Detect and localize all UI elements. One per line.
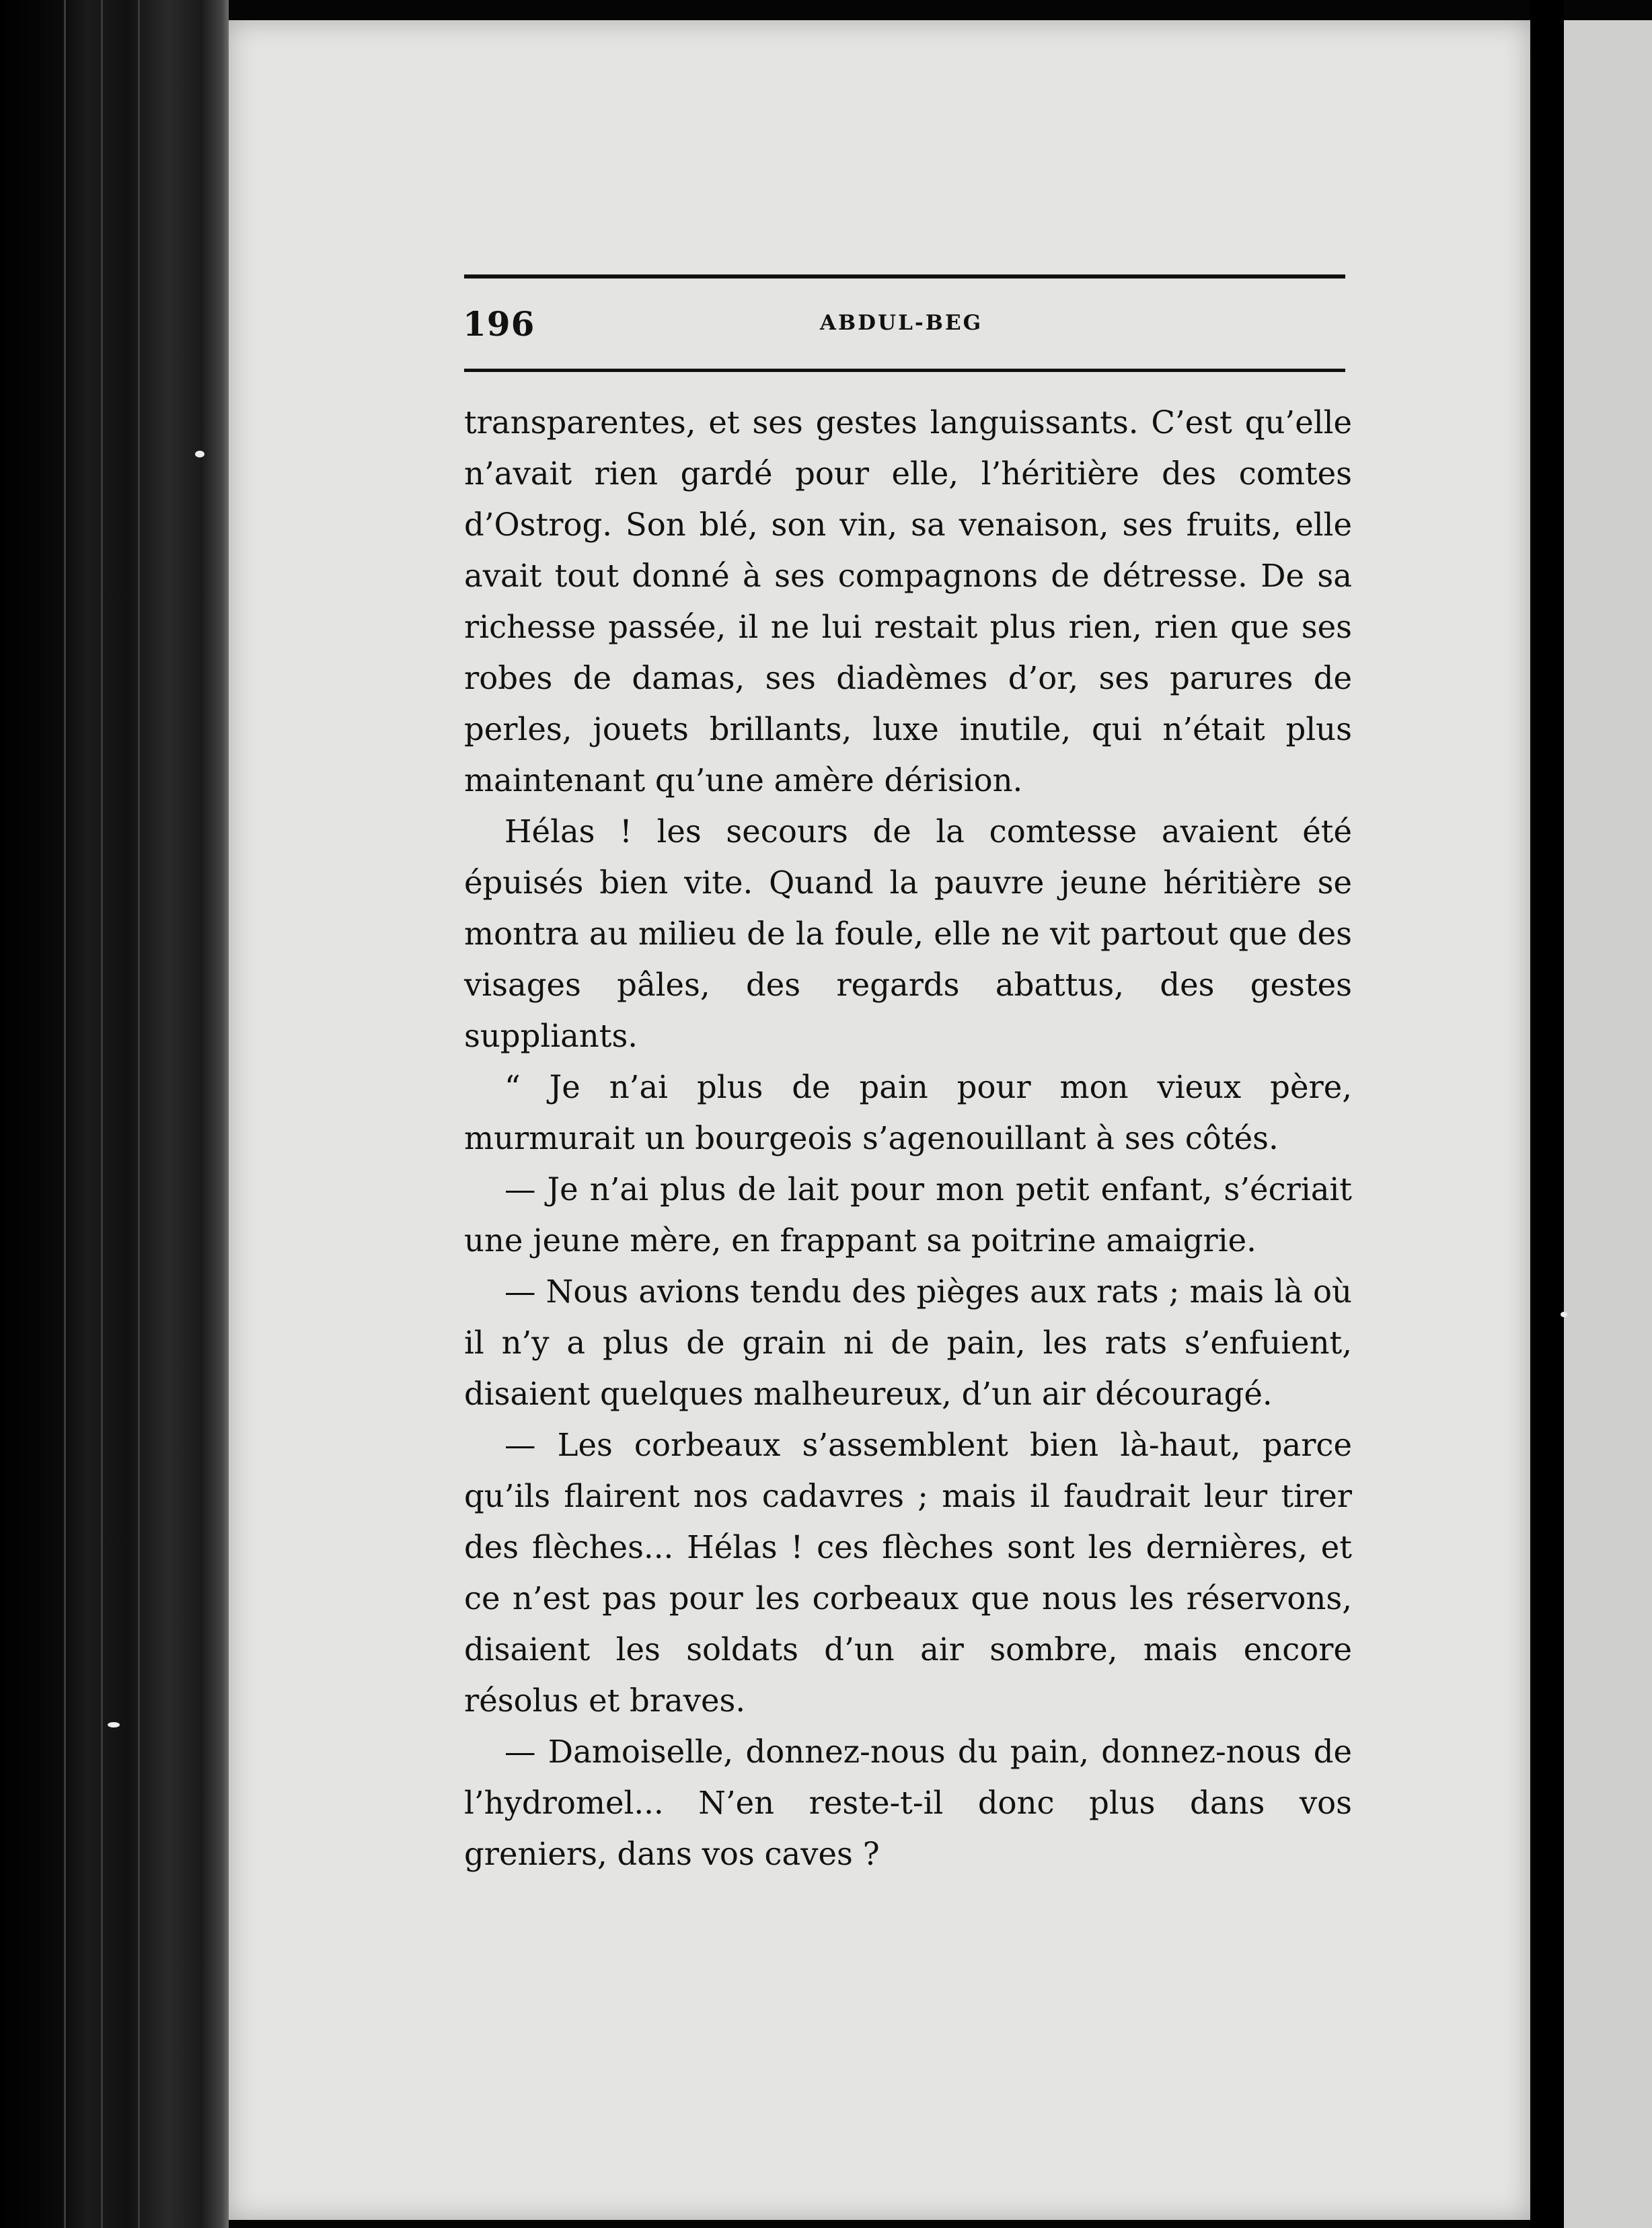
scan-speck xyxy=(1561,1312,1567,1317)
spine-edge-line xyxy=(138,0,140,2228)
running-title: ABDUL-BEG xyxy=(819,311,983,335)
paragraph: — Je n’ai plus de lait pour mon petit enfant, s’écriait une jeune mère, en frappant sa poitrine amaigrie. xyxy=(464,1171,1352,1259)
paragraph: Hélas ! les secours de la comtesse avaient été épuisés bien vite. Quand la pauvre jeune héritière se montra au milieu de la foule, elle ne vit partout que des visages pâles, des regards abattus, des gestes suppliants. xyxy=(464,813,1352,1054)
page-number: 196 xyxy=(463,304,535,344)
header-rule-bottom xyxy=(464,369,1345,372)
next-page-edge xyxy=(1564,20,1652,2228)
header-rule-top xyxy=(464,274,1345,278)
scan-speck xyxy=(195,451,204,457)
paragraph: — Nous avions tendu des pièges aux rats ; mais là où il n’y a plus de grain ni de pain, les rats s’enfuient, disaient quelques malheureux, d’un air découragé. xyxy=(464,1273,1352,1412)
scan-speck xyxy=(108,1722,120,1728)
paragraph: — Les corbeaux s’assemblent bien là-haut, parce qu’ils flairent nos cadavres ; mais il faudrait leur tirer des flèches... Hélas ! ces flèches sont les dernières, et ce n’est pas pour les corbeaux que nous les réservons, disaient les soldats d’un air sombre, mais encore résolus et braves. xyxy=(464,1427,1352,1719)
spine-edge-line xyxy=(101,0,103,2228)
paragraph: “ Je n’ai plus de pain pour mon vieux père, murmurait un bourgeois s’agenouillant à ses côtés. xyxy=(464,1069,1352,1156)
paragraph: — Damoiselle, donnez-nous du pain, donnez-nous de l’hydromel... N’en reste-t-il donc plus dans vos greniers, dans vos caves ? xyxy=(464,1734,1352,1872)
book-spine xyxy=(0,0,229,2228)
page-gutter xyxy=(1530,0,1564,2228)
paragraph: transparentes, et ses gestes languissants. C’est qu’elle n’avait rien gardé pour elle, l’héritière des comtes d’Ostrog. Son blé, son vin, sa venaison, ses fruits, elle avait tout donné à ses compagnons de détresse. De sa richesse passée, il ne lui restait plus rien, rien que ses robes de damas, ses diadèmes d’or, ses parures de perles, jouets brillants, luxe inutile, qui n’était plus maintenant qu’une amère dérision. xyxy=(464,404,1352,799)
body-text xyxy=(464,397,1352,1880)
spine-edge-line xyxy=(64,0,66,2228)
